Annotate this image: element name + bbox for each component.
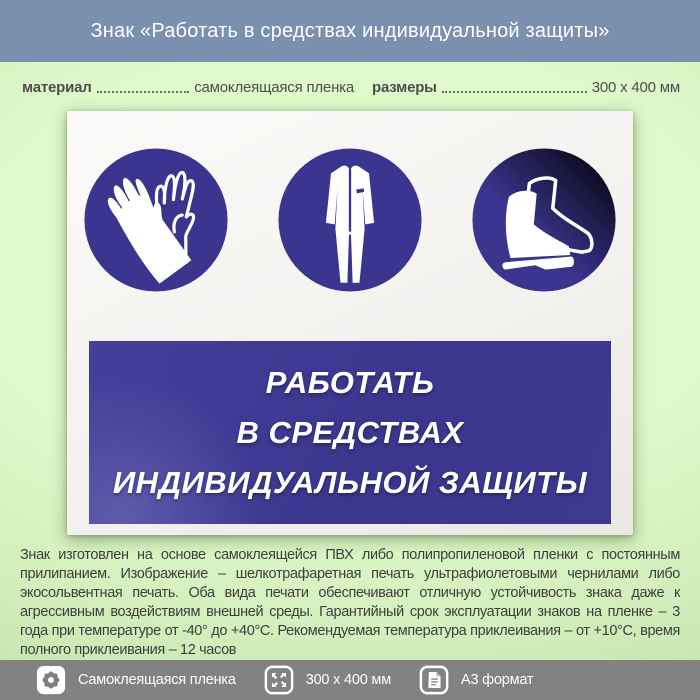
spec-material	[22, 79, 354, 96]
footer-item-size	[264, 665, 391, 695]
sign-text-line: В СРЕДСТВАХ	[236, 414, 464, 450]
sign-text-line: ИНДИВИДУАЛЬНОЙ ЗАЩИТЫ	[112, 464, 588, 500]
spec-size-label: размеры	[372, 79, 437, 96]
protective-boots-icon	[471, 147, 617, 293]
document-icon	[419, 665, 449, 695]
title-bar	[0, 0, 700, 62]
protective-gloves-icon	[83, 147, 229, 293]
footer-item-label: 300 x 400 мм	[305, 672, 391, 688]
spec-material-label: материал	[22, 79, 92, 96]
footer-item-label: Самоклеящаяся пленка	[78, 672, 236, 688]
page-title: Знак «Работать в средствах индивидуальной защиты»	[90, 19, 610, 42]
dotted-leader	[442, 91, 587, 93]
spec-size	[372, 79, 680, 96]
product-description: Знак изготовлен на основе самоклеящейся ПВХ либо полипропиленовой пленки с постоянным прилипанием. Изображение – шелкотрафаретная печать ультрафиолетовыми чернилами либо экосольвентная печать. Оба вида печати обеспечивают отличную устойчивость знака даже к агрессивным воздействиям внешней среды. Гарантийный срок эксплуатации знаков на пленке – 3 года при температуре от -40° до +40°С. Рекомендуемая температура приклеивания – от +10°С, время полного приклеивания – 12 часов	[20, 547, 680, 658]
footer-item-label: А3 формат	[460, 672, 534, 688]
footer-item-material	[36, 665, 236, 695]
sign-pictogram-row	[67, 111, 633, 293]
protective-suit-icon	[277, 147, 423, 293]
footer-item-format	[419, 665, 533, 695]
expand-arrows-icon	[264, 665, 294, 695]
sign-text-panel	[89, 341, 611, 524]
dotted-leader	[97, 91, 190, 93]
sign-preview	[67, 111, 633, 535]
content-area	[0, 62, 700, 660]
spec-size-value: 300 x 400 мм	[591, 79, 680, 96]
footer-bar	[0, 660, 700, 700]
sign-text-line: РАБОТАТЬ	[265, 364, 435, 400]
spec-material-value: самоклеящаяся пленка	[194, 79, 354, 96]
spec-row	[0, 62, 700, 96]
gear-icon	[36, 665, 66, 695]
